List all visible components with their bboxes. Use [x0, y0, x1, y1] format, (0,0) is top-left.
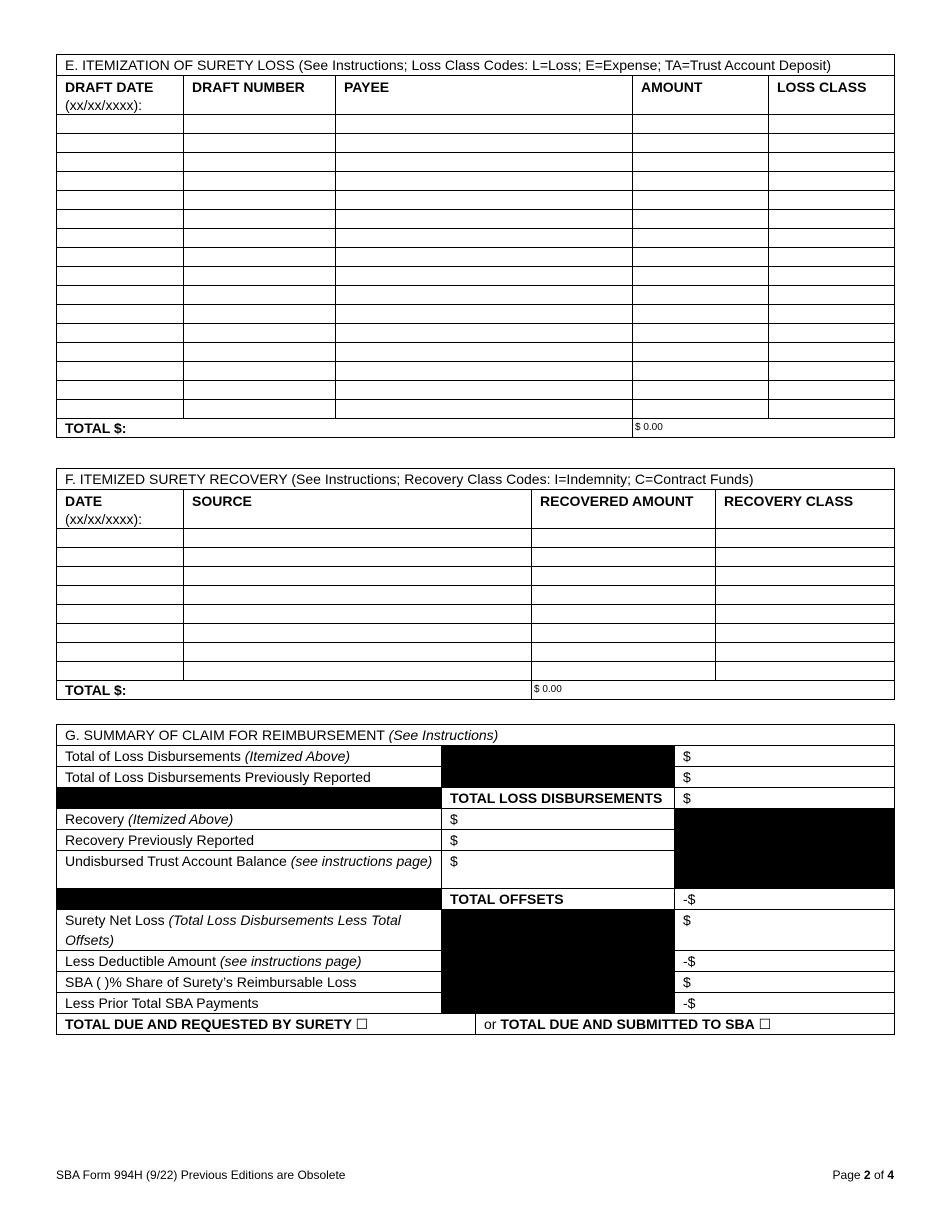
input-cell[interactable] [633, 305, 769, 324]
table-row [57, 267, 895, 286]
blocked-cell [57, 788, 442, 809]
input-cell[interactable] [769, 115, 895, 134]
deductible-label: Less Deductible Amount (see instructions page) [57, 951, 442, 972]
blocked-cell [442, 746, 675, 767]
blocked-cell [57, 889, 442, 910]
input-cell[interactable] [716, 605, 895, 624]
input-cell[interactable] [769, 400, 895, 419]
deductible-value[interactable]: -$ [675, 951, 895, 972]
input-cell[interactable] [336, 324, 633, 343]
input-cell[interactable] [633, 362, 769, 381]
loss-itemized-value[interactable]: $ [675, 746, 895, 767]
input-cell[interactable] [57, 567, 184, 586]
input-cell[interactable] [532, 662, 716, 681]
input-cell[interactable] [184, 624, 532, 643]
summary-of-claim-table [56, 724, 895, 1035]
table-row [57, 172, 895, 191]
form-name: SBA Form 994H (9/22) Previous Editions are Obsolete [56, 1168, 346, 1182]
input-cell[interactable] [57, 267, 184, 286]
input-cell[interactable] [57, 134, 184, 153]
input-cell[interactable] [184, 529, 532, 548]
input-cell[interactable] [769, 362, 895, 381]
section-e-title: E. ITEMIZATION OF SURETY LOSS (See Instructions; Loss Class Codes: L=Loss; E=Expense; TA=Trust Account Deposit) [57, 55, 895, 76]
input-cell[interactable] [633, 267, 769, 286]
input-cell[interactable] [184, 115, 336, 134]
loss-prev-value[interactable]: $ [675, 767, 895, 788]
blocked-cell [442, 951, 675, 972]
loss-prev-label: Total of Loss Disbursements Previously Reported [57, 767, 442, 788]
recovery-total-value[interactable]: $ 0.00 [532, 681, 895, 700]
loss-total-label: TOTAL $: [57, 419, 633, 438]
input-cell[interactable] [769, 210, 895, 229]
input-cell[interactable] [716, 567, 895, 586]
input-cell[interactable] [57, 362, 184, 381]
table-row [57, 210, 895, 229]
recovery-prev-value[interactable]: $ [442, 830, 675, 851]
header-payee: PAYEE [336, 76, 633, 115]
input-cell[interactable] [633, 286, 769, 305]
section-g-title: G. SUMMARY OF CLAIM FOR REIMBURSEMENT (See Instructions) [57, 725, 895, 746]
table-row [57, 643, 895, 662]
header-recovery-class: RECOVERY CLASS [716, 490, 895, 529]
input-cell[interactable] [633, 324, 769, 343]
table-row [57, 305, 895, 324]
input-cell[interactable] [184, 153, 336, 172]
input-cell[interactable] [57, 286, 184, 305]
input-cell[interactable] [184, 662, 532, 681]
input-cell[interactable] [769, 381, 895, 400]
input-cell[interactable] [57, 400, 184, 419]
input-cell[interactable] [184, 229, 336, 248]
input-cell[interactable] [184, 286, 336, 305]
input-cell[interactable] [532, 567, 716, 586]
input-cell[interactable] [769, 134, 895, 153]
table-row [57, 286, 895, 305]
input-cell[interactable] [184, 305, 336, 324]
input-cell[interactable] [716, 662, 895, 681]
input-cell[interactable] [769, 324, 895, 343]
table-row [57, 662, 895, 681]
input-cell[interactable] [532, 586, 716, 605]
input-cell[interactable] [184, 210, 336, 229]
prior-payments-value[interactable]: -$ [675, 993, 895, 1014]
input-cell[interactable] [184, 267, 336, 286]
input-cell[interactable] [336, 286, 633, 305]
input-cell[interactable] [336, 305, 633, 324]
sba-share-label: SBA ( )% Share of Surety’s Reimbursable Loss [57, 972, 442, 993]
input-cell[interactable] [336, 153, 633, 172]
input-cell[interactable] [57, 343, 184, 362]
input-cell[interactable] [336, 172, 633, 191]
input-cell[interactable] [57, 548, 184, 567]
input-cell[interactable] [716, 624, 895, 643]
table-row [57, 324, 895, 343]
input-cell[interactable] [57, 248, 184, 267]
header-amount: AMOUNT [633, 76, 769, 115]
input-cell[interactable] [633, 381, 769, 400]
table-row [57, 134, 895, 153]
header-source: SOURCE [184, 490, 532, 529]
input-cell[interactable] [184, 134, 336, 153]
input-cell[interactable] [336, 115, 633, 134]
total-offsets-value[interactable]: -$ [675, 889, 895, 910]
input-cell[interactable] [336, 248, 633, 267]
input-cell[interactable] [633, 229, 769, 248]
input-cell[interactable] [336, 343, 633, 362]
input-cell[interactable] [184, 191, 336, 210]
input-cell[interactable] [184, 567, 532, 586]
input-cell[interactable] [57, 624, 184, 643]
trust-balance-value[interactable]: $ [442, 851, 675, 889]
blocked-cell [442, 993, 675, 1014]
input-cell[interactable] [769, 305, 895, 324]
input-cell[interactable] [633, 248, 769, 267]
section-f-title: F. ITEMIZED SURETY RECOVERY (See Instructions; Recovery Class Codes: I=Indemnity; C=Contract Funds) [57, 469, 895, 490]
input-cell[interactable] [184, 343, 336, 362]
table-row [57, 343, 895, 362]
input-cell[interactable] [184, 605, 532, 624]
header-loss-class: LOSS CLASS [769, 76, 895, 115]
input-cell[interactable] [57, 115, 184, 134]
header-recovered-amount: RECOVERED AMOUNT [532, 490, 716, 529]
input-cell[interactable] [336, 191, 633, 210]
input-cell[interactable] [57, 324, 184, 343]
table-row [57, 153, 895, 172]
input-cell[interactable] [57, 662, 184, 681]
table-row [57, 529, 895, 548]
total-loss-label: TOTAL LOSS DISBURSEMENTS [442, 788, 675, 809]
input-cell[interactable] [716, 548, 895, 567]
blocked-cell [675, 830, 895, 851]
recovery-total-label: TOTAL $: [57, 681, 532, 700]
input-cell[interactable] [57, 305, 184, 324]
input-cell[interactable] [184, 381, 336, 400]
net-loss-label: Surety Net Loss (Total Loss Disbursements Less Total Offsets) [57, 910, 442, 951]
total-offsets-label: TOTAL OFFSETS [442, 889, 675, 910]
input-cell[interactable] [532, 605, 716, 624]
input-cell[interactable] [184, 586, 532, 605]
input-cell[interactable] [184, 400, 336, 419]
input-cell[interactable] [532, 624, 716, 643]
loss-rows [57, 115, 895, 419]
table-row [57, 400, 895, 419]
blocked-cell [675, 851, 895, 889]
table-row [57, 248, 895, 267]
input-cell[interactable] [57, 153, 184, 172]
input-cell[interactable] [716, 586, 895, 605]
input-cell[interactable] [769, 172, 895, 191]
input-cell[interactable] [57, 210, 184, 229]
input-cell[interactable] [57, 605, 184, 624]
input-cell[interactable] [769, 343, 895, 362]
input-cell[interactable] [633, 343, 769, 362]
table-row [57, 548, 895, 567]
itemized-surety-recovery-table [56, 468, 895, 700]
input-cell[interactable] [716, 643, 895, 662]
recovery-prev-label: Recovery Previously Reported [57, 830, 442, 851]
loss-itemized-label: Total of Loss Disbursements (Itemized Above) [57, 746, 442, 767]
input-cell[interactable] [57, 586, 184, 605]
input-cell[interactable] [184, 172, 336, 191]
input-cell[interactable] [633, 210, 769, 229]
table-row [57, 115, 895, 134]
blocked-cell [442, 972, 675, 993]
input-cell[interactable] [769, 267, 895, 286]
input-cell[interactable] [769, 229, 895, 248]
input-cell[interactable] [184, 248, 336, 267]
input-cell[interactable] [336, 381, 633, 400]
input-cell[interactable] [633, 134, 769, 153]
total-due-sba-checkbox[interactable]: ☐ [758, 1016, 772, 1032]
input-cell[interactable] [57, 172, 184, 191]
input-cell[interactable] [633, 153, 769, 172]
page-number: Page 2 of 4 [832, 1168, 894, 1182]
input-cell[interactable] [633, 115, 769, 134]
input-cell[interactable] [532, 529, 716, 548]
itemization-of-surety-loss-table [56, 54, 895, 438]
input-cell[interactable] [184, 362, 336, 381]
input-cell[interactable] [336, 362, 633, 381]
table-row [57, 624, 895, 643]
trust-balance-label: Undisbursed Trust Account Balance (see instructions page) [57, 851, 442, 889]
input-cell[interactable] [633, 400, 769, 419]
input-cell[interactable] [716, 529, 895, 548]
table-row [57, 605, 895, 624]
total-due-surety-checkbox[interactable]: ☐ [355, 1016, 369, 1032]
table-row [57, 381, 895, 400]
input-cell[interactable] [57, 229, 184, 248]
input-cell[interactable] [184, 643, 532, 662]
total-loss-value[interactable]: $ [675, 788, 895, 809]
input-cell[interactable] [769, 286, 895, 305]
input-cell[interactable] [57, 643, 184, 662]
input-cell[interactable] [57, 381, 184, 400]
input-cell[interactable] [184, 324, 336, 343]
recovery-rows [57, 529, 895, 681]
input-cell[interactable] [633, 172, 769, 191]
total-due-sba: or TOTAL DUE AND SUBMITTED TO SBA ☐ [476, 1014, 895, 1035]
input-cell[interactable] [769, 248, 895, 267]
recovery-itemized-value[interactable]: $ [442, 809, 675, 830]
input-cell[interactable] [336, 229, 633, 248]
loss-total-value[interactable]: $ 0.00 [633, 419, 895, 438]
input-cell[interactable] [769, 153, 895, 172]
table-row [57, 586, 895, 605]
recovery-itemized-label: Recovery (Itemized Above) [57, 809, 442, 830]
input-cell[interactable] [633, 191, 769, 210]
header-date: DATE (xx/xx/xxxx): [57, 490, 184, 529]
total-due-surety: TOTAL DUE AND REQUESTED BY SURETY ☐ [57, 1014, 476, 1035]
blocked-cell [675, 809, 895, 830]
table-row [57, 229, 895, 248]
input-cell[interactable] [57, 529, 184, 548]
table-row [57, 362, 895, 381]
header-draft-number: DRAFT NUMBER [184, 76, 336, 115]
prior-payments-label: Less Prior Total SBA Payments [57, 993, 442, 1014]
input-cell[interactable] [336, 210, 633, 229]
input-cell[interactable] [532, 643, 716, 662]
table-row [57, 191, 895, 210]
input-cell[interactable] [184, 548, 532, 567]
input-cell[interactable] [336, 400, 633, 419]
blocked-cell [442, 767, 675, 788]
input-cell[interactable] [532, 548, 716, 567]
blocked-cell [442, 910, 675, 951]
table-row [57, 567, 895, 586]
input-cell[interactable] [336, 134, 633, 153]
sba-share-value[interactable]: $ [675, 972, 895, 993]
input-cell[interactable] [336, 267, 633, 286]
net-loss-value[interactable]: $ [675, 910, 895, 951]
input-cell[interactable] [57, 191, 184, 210]
input-cell[interactable] [769, 191, 895, 210]
header-draft-date: DRAFT DATE (xx/xx/xxxx): [57, 76, 184, 115]
